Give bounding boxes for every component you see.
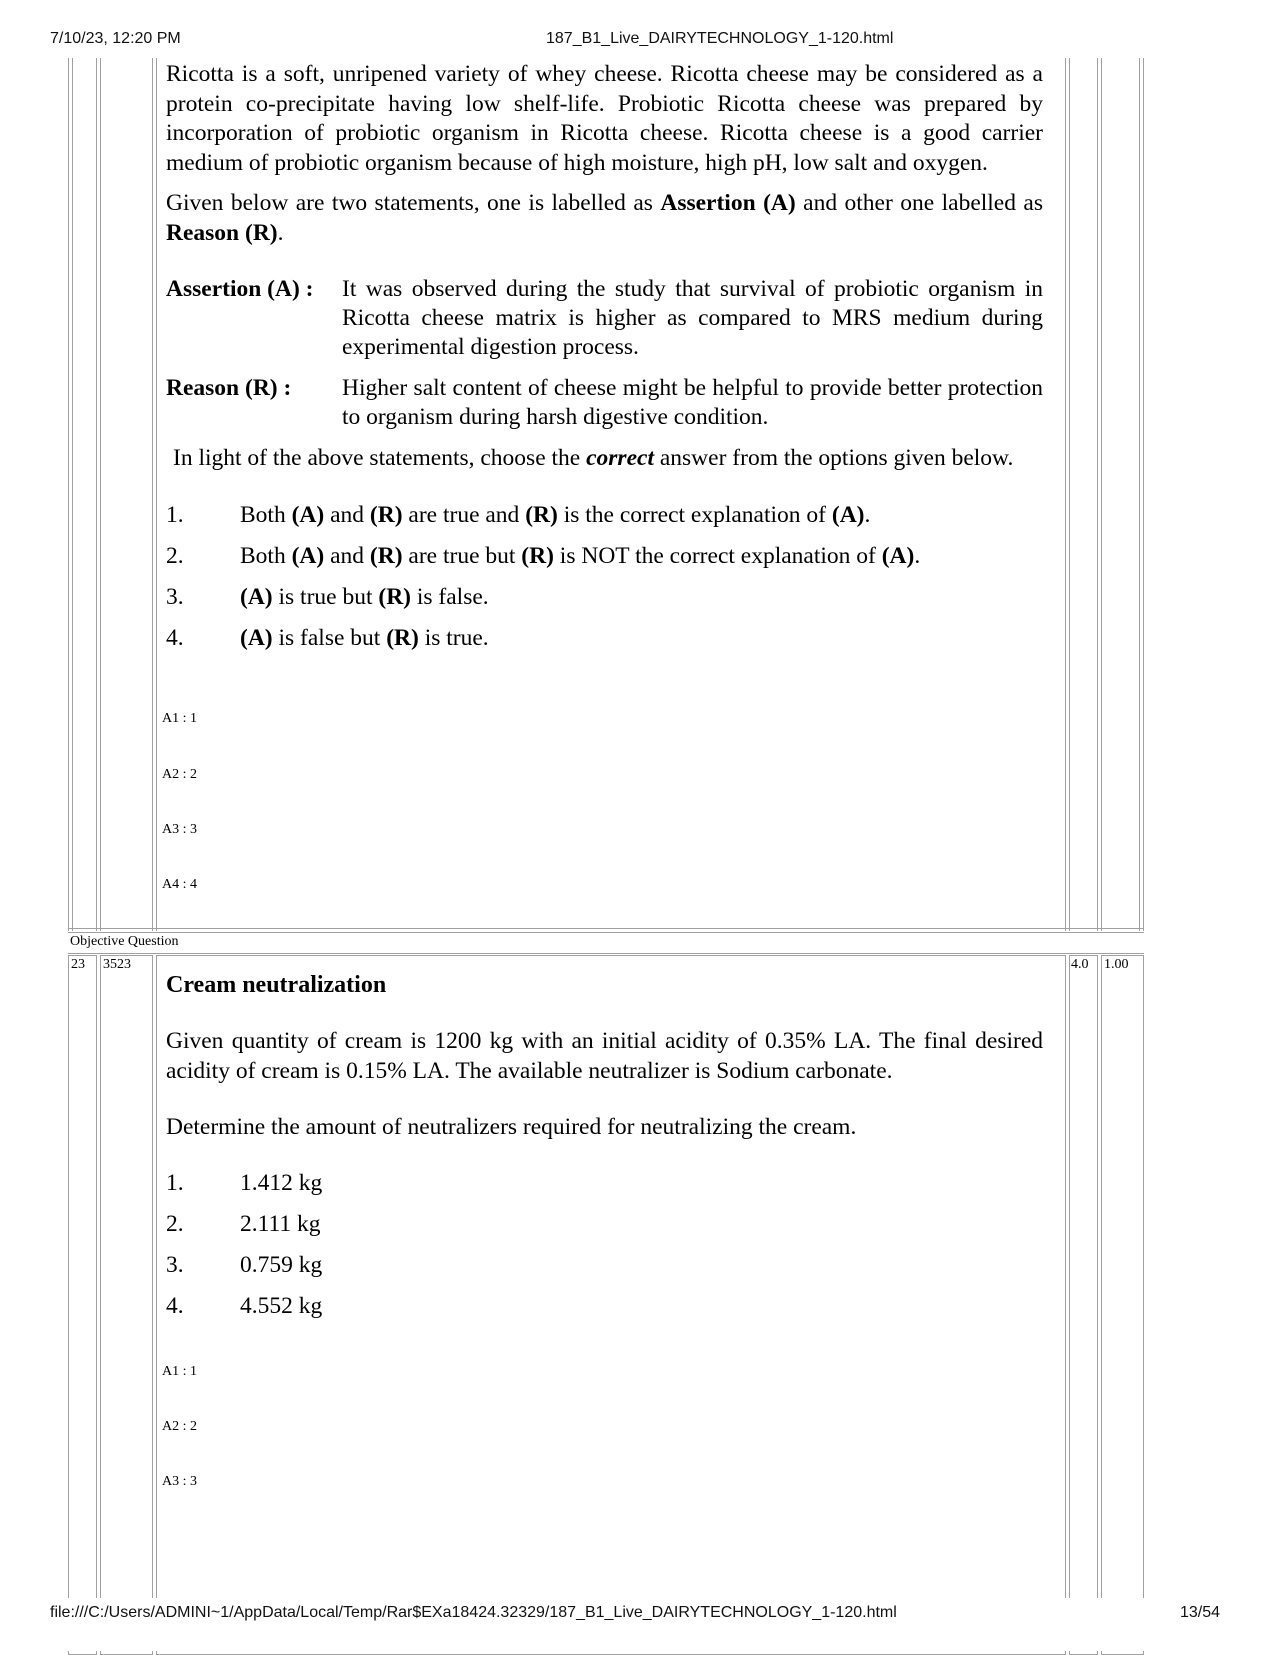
option-text: 2.111 kg (240, 1210, 321, 1237)
question-intro: Ricotta is a soft, unripened variety of whey cheese. Ricotta cheese may be considered as a protein co-precipitate having low shelf-life. Probiotic Ricotta cheese was prepared by incorporation of probiotic organism in Ricotta cheese. Ricotta cheese is a good carrier medium of probiotic organism because of high moisture, high pH, low salt and oxygen. (166, 61, 1043, 176)
assertion-term: Assertion (A) (660, 190, 796, 216)
answer-key: A1 : 1 (162, 711, 197, 726)
table-col-divider (156, 58, 157, 931)
table-row-divider (68, 953, 1144, 954)
assertion-row (166, 275, 1043, 362)
table-border-right (1139, 58, 1140, 931)
option-item: 4. 4.552 kg (166, 1291, 1043, 1332)
option-text: (A) is true but (R) is false. (240, 583, 489, 610)
answer-key: A3 : 3 (162, 822, 197, 837)
options-list (166, 500, 1043, 664)
option-item: 1. 1.412 kg (166, 1168, 1043, 1209)
table-col-divider (1097, 58, 1098, 931)
correct-emphasis: correct (586, 445, 654, 471)
table-border-left (68, 58, 69, 931)
option-item: 2. Both (A) and (R) are true but (R) is NOT the correct explanation of (A). (166, 541, 1043, 582)
option-item: 2. 2.111 kg (166, 1209, 1043, 1250)
option-item: 4. (A) is false but (R) is true. (166, 623, 1043, 664)
print-datetime: 7/10/23, 12:20 PM (50, 30, 181, 47)
table-border-right-outer (1143, 58, 1144, 931)
reason-text: Higher salt content of cheese might be helpful to provide better protection to organism during harsh digestive condition. (342, 375, 1043, 430)
section-label: Objective Question (70, 934, 179, 949)
options-list (166, 1168, 1043, 1332)
option-text: 0.759 kg (240, 1251, 323, 1278)
print-page-number: 13/54 (1180, 1604, 1221, 1621)
assertion-label: Assertion (A) : (166, 276, 314, 302)
answer-key: A2 : 2 (162, 1419, 197, 1434)
table-border-left-inner (72, 58, 73, 931)
choose-instruction: In light of the above statements, choose the correct answer from the options given below. (173, 445, 1014, 471)
table-col-divider (1101, 58, 1102, 931)
reason-term: Reason (R) (166, 219, 278, 246)
question-23-body (166, 972, 1043, 1332)
print-doc-title: 187_B1_Live_DAIRYTECHNOLOGY_1-120.html (546, 30, 894, 47)
print-file-path: file:///C:/Users/ADMINI~1/AppData/Local/Temp/Rar$EXa18424.32329/187_B1_Live_DAIRYTECHNOLOGY_1-120.html (50, 1604, 897, 1621)
question-text: Given quantity of cream is 1200 kg with an initial acidity of 0.35% LA. The final desired acidity of cream is 0.15% LA. The available neutralizer is Sodium carbonate. (166, 1028, 1043, 1084)
cell-qid (100, 955, 153, 1655)
answer-key: A1 : 1 (162, 1364, 197, 1379)
table-row-divider (68, 932, 1144, 933)
reason-row (166, 374, 1043, 432)
question-marks: 4.0 (1071, 957, 1089, 972)
option-item: 3. (A) is true but (R) is false. (166, 582, 1043, 623)
reason-label: Reason (R) : (166, 375, 292, 401)
question-title: Cream neutralization (166, 972, 387, 998)
cell-marks (1069, 955, 1098, 1655)
question-negative-marks: 1.00 (1104, 957, 1129, 972)
table-col-divider (152, 58, 153, 931)
question-id: 3523 (103, 957, 131, 972)
option-item: 1. Both (A) and (R) are true and (R) is the correct explanation of (A). (166, 500, 1043, 541)
table-col-divider (100, 58, 101, 931)
option-item: 3. 0.759 kg (166, 1250, 1043, 1291)
question-22-body (166, 60, 1043, 664)
table-row-divider (68, 928, 1144, 929)
option-text: 1.412 kg (240, 1169, 323, 1196)
answer-key: A3 : 3 (162, 1474, 197, 1489)
table-col-divider (1069, 58, 1070, 931)
question-prompt: Determine the amount of neutralizers required for neutralizing the cream. (166, 1114, 857, 1140)
table-col-divider (96, 58, 97, 931)
option-text: Both (A) and (R) are true and (R) is the correct explanation of (A). (240, 501, 871, 528)
answer-key: A4 : 4 (162, 877, 197, 892)
cell-sno (68, 955, 97, 1655)
answer-key: A2 : 2 (162, 767, 197, 782)
assertion-text: It was observed during the study that survival of probiotic organism in Ricotta cheese matrix is higher as compared to MRS medium during experimental digestion process. (342, 276, 1043, 360)
question-instruction: Given below are two statements, one is labelled as Assertion (A) and other one labelled as Reason (R). (166, 190, 1043, 246)
cell-negative (1101, 955, 1144, 1655)
question-serial: 23 (71, 957, 85, 972)
option-text: (A) is false but (R) is true. (240, 624, 489, 651)
table-col-divider (1065, 58, 1066, 931)
option-text: 4.552 kg (240, 1292, 323, 1319)
option-text: Both (A) and (R) are true but (R) is NOT the correct explanation of (A). (240, 542, 921, 569)
